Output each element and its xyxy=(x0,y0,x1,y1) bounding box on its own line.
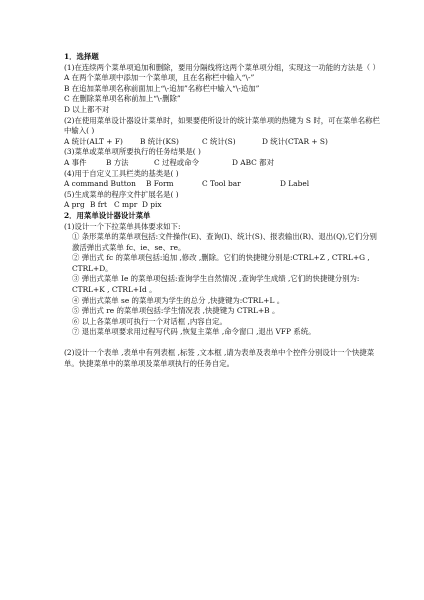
section-1-title: 1．选择题 xyxy=(64,52,99,61)
task-2: (2)设计一个表单 ,表单中有列表框 ,标签 ,文本框 ,请为表单及表单中个控件分别设计一个快捷菜单。快捷菜单中的菜单项及菜单项执行的任务自定。 xyxy=(64,348,375,368)
task-1-item-1: ① 条形菜单的菜单项包括:文件操作(E)、查询(I)、统计(S)、报表输出(R)、退出(Q),它们分别激活弹出式菜单 fc、ie、se、re。 xyxy=(72,232,377,252)
question-1-option-c: C 在删除菜单项名称前加上“\-删除” xyxy=(64,94,181,104)
question-1-option-d: D 以上都不对 xyxy=(64,104,110,114)
task-1-item-4: ④ 弹出式菜单 se 的菜单项为学生的总分 ,快捷键为:CTRL+L 。 xyxy=(72,295,285,305)
question-2-option-a: A 统计(ALT + F) xyxy=(64,136,123,146)
task-1-item-3: ③ 弹出式菜单 Ie 的菜单项包括:查询学生自然情况 ,查询学生成绩 ,它们的快捷键分别为: CTRL+K , CTRL+Id 。 xyxy=(72,274,360,295)
question-4: (4)用于自定义工具栏类的基类是( ) xyxy=(64,168,179,178)
question-3-option-d: D ABC 都对 xyxy=(232,157,274,167)
section-2-title: 2．用菜单设计器设计菜单 xyxy=(64,210,151,220)
task-1-item-6: ⑥ 以上各菜单项可执行一个对话框 ,内容自定。 xyxy=(72,316,227,326)
question-4-options xyxy=(64,179,384,190)
question-5-option-b: B frt xyxy=(90,200,108,210)
question-4-option-b: B Form xyxy=(146,179,174,189)
question-5-option-a: A prg xyxy=(64,200,85,210)
task-1-item-2: ② 弹出式 fc 的菜单项包括:追加 ,修改 ,删除。它们的快捷键分别是:CTRL+Z , CTRL+G , CTRL+D。 xyxy=(72,253,370,273)
question-3-option-c: C 过程或命令 xyxy=(154,157,199,167)
question-1-option-b: B 在追加菜单项名称前面加上“\-追加”名称栏中输入“\-追加” xyxy=(64,83,260,93)
question-3: (3)菜单或菜单项所要执行的任务结果是( ) xyxy=(64,147,201,157)
task-1-intro: (1)设计一个下拉菜单具体要求如下: xyxy=(64,221,181,231)
question-1-option-a: A 在两个菜单项中添加一个菜单项，且在名称栏中输入“\-” xyxy=(64,73,255,83)
question-2-option-d: D 统计(CTAR + S) xyxy=(262,136,328,146)
question-3-option-a: A 事件 xyxy=(64,157,87,167)
question-5: (5)生成菜单的程序文件扩展名是( ) xyxy=(64,189,179,199)
question-1: (1)在连续两个菜单项追加和删除，要用分隔线将这两个菜单项分组，实现这一功能的方法是（ ） xyxy=(64,62,380,72)
paragraph-spacer xyxy=(64,338,384,348)
question-4-option-d: D Label xyxy=(280,179,310,189)
question-2-options xyxy=(64,137,384,148)
question-5-option-d: D pix xyxy=(142,200,162,210)
question-2: (2)在使用菜单设计器设计菜单时，如果要使所设计的统计菜单项的热键为 S 时，可在菜单名称栏中输入( ) xyxy=(64,115,380,136)
question-4-option-c: C Tool bar xyxy=(202,179,241,189)
question-3-option-b: B 方法 xyxy=(106,157,129,167)
question-5-options xyxy=(64,200,384,211)
question-3-options xyxy=(64,158,384,169)
question-2-option-c: C 统计(S) xyxy=(202,136,236,146)
question-5-option-c: C mpr xyxy=(114,200,138,210)
task-1-item-5: ⑤ 弹出式 re 的菜单项包括:学生情况表 ,快捷键为 CTRL+B 。 xyxy=(72,306,280,316)
question-2-option-b: B 统计(KS) xyxy=(140,136,179,146)
task-1-item-7: ⑦ 退出菜单项要求用过程写代码 ,恢复主菜单 ,命令窗口 ,退出 VFP 系统。 xyxy=(72,327,316,337)
question-4-option-a: A command Button xyxy=(64,179,136,189)
